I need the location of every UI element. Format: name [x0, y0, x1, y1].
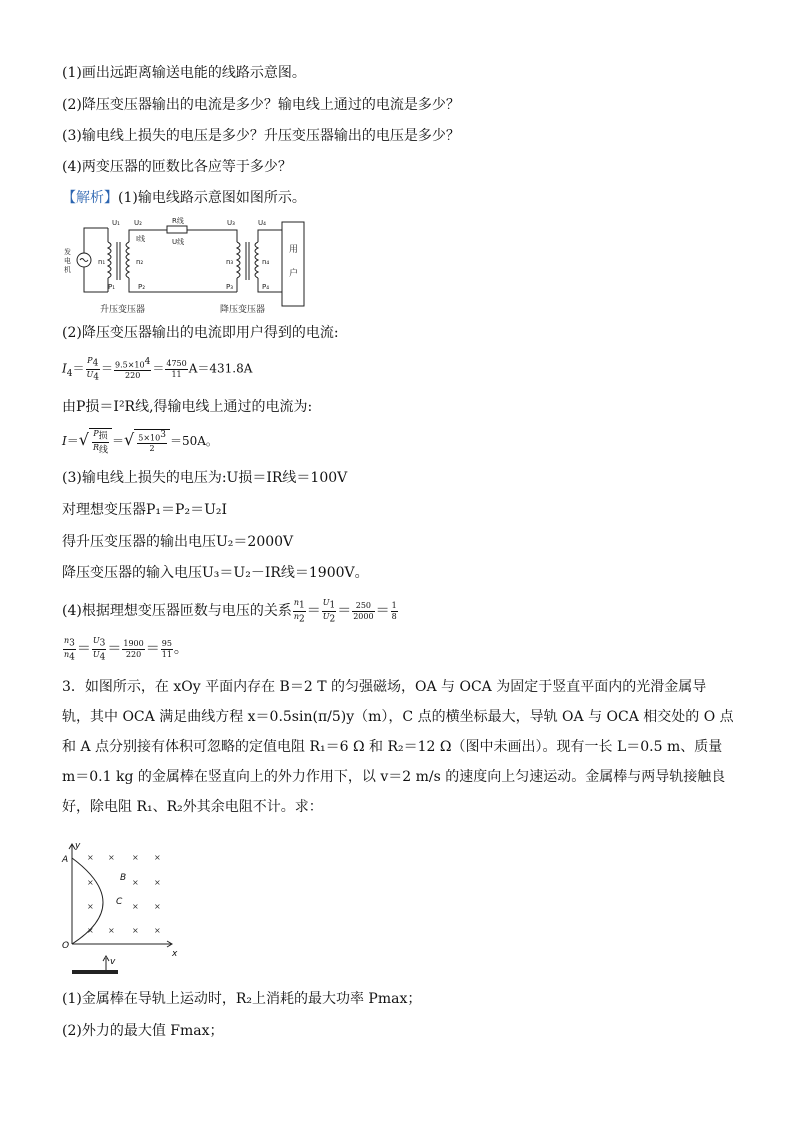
- field-mark-9: ×: [132, 902, 139, 911]
- solution-2-text: 由P损＝I²R线,得输电线上通过的电流为:: [62, 399, 313, 415]
- field-mark-10: ×: [154, 902, 161, 911]
- secondary-coil-2: [126, 242, 129, 278]
- solution-2-eq1: $I_4=$ $\frac{P_4}{U_4}$ ＝ $\frac{9.5\times 10^4}{220}$ ＝ $\frac{4750}{11}$ A＝431.8A: [62, 356, 253, 383]
- field-mark-7: ×: [154, 878, 161, 887]
- problem-3-number: 3．: [62, 679, 85, 695]
- label-p1: P₁: [108, 283, 116, 291]
- field-mark-8: ×: [87, 902, 94, 911]
- point-c-label: C: [116, 897, 123, 907]
- field-mark-4: ×: [154, 853, 161, 862]
- label-p4: P₄: [262, 283, 270, 291]
- line-resistor: [167, 226, 187, 233]
- solution-2-eq2-tail: ＝50A。: [169, 434, 218, 449]
- user-char-1: 用: [289, 245, 299, 255]
- rail-figure: [60, 840, 190, 980]
- gen-char-3: 机: [64, 266, 71, 274]
- secondary-coil-4: [255, 242, 258, 278]
- field-mark-6: ×: [132, 878, 139, 887]
- label-u4: U₄: [258, 219, 266, 227]
- problem-3-text: 如图所示，在 xOy 平面内存在 B＝2 T 的匀强磁场，OA 与 OCA 为固定于竖直平面内的光滑金属导轨，其中 OCA 满足曲线方程 x＝0.5sin(π/5)y（m），C 点的横坐标最大，导轨 OA 与 OCA 相交处的 O 点和 A 点分别接有体积可忽略的定值电阻 R₁＝6 Ω 和 R₂＝12 Ω（图中未画出）。现有一长 L＝0.5 m、质量 m＝0.1 kg 的金属棒在竖直向上的外力作用下，以 v＝2 m/s 的速度向上匀速运动。金属棒与两导轨接触良好，除电阻 R₁、R₂外其余电阻不计。求：: [62, 679, 734, 815]
- label-n4: n₄: [262, 258, 270, 266]
- solution-2-eq2: I＝√ $\frac{P_损}{R_线}$ ＝√ $\frac{5\times 10^3}{2}$ ＝50A。: [62, 429, 218, 456]
- field-mark-13: ×: [132, 926, 139, 935]
- solution-4-eq1: (4)根据理想变压器匝数与电压的关系 $\frac{n_1}{n_2}$ ＝ $\frac{U_1}{U_2}$ ＝ $\frac{250}{2000}$ ＝ $\frac{1}{8}$: [62, 598, 397, 625]
- point-a-label: A: [62, 855, 69, 865]
- solution-4-eq2-tail: 。: [173, 641, 188, 658]
- problem-3-sub1: (1)金属棒在导轨上运动时，R₂上消耗的最大功率 Pmax；: [62, 991, 422, 1007]
- solution-intro: (1)输电线路示意图如图所示。: [118, 190, 306, 206]
- question-4: (4)两变压器的匝数比各应等于多少？: [62, 159, 292, 175]
- solution-intro-line: [62, 189, 306, 207]
- label-p2: P₂: [138, 283, 146, 291]
- power-transmission-circuit: [62, 212, 312, 316]
- question-3: (3)输电线上损失的电压是多少？升压变压器输出的电压是多少？: [62, 128, 460, 144]
- label-u2: U₂: [134, 219, 142, 227]
- field-mark-2: ×: [108, 853, 115, 862]
- problem-3-statement: [62, 672, 734, 822]
- label-p3: P₃: [226, 283, 234, 291]
- user-box: [282, 222, 304, 306]
- solution-2-head: (2)降压变压器输出的电流即用户得到的电流:: [62, 325, 339, 341]
- solution-3-line2: 对理想变压器P₁＝P₂＝U₂I: [62, 502, 228, 518]
- gen-char-1: 发: [64, 248, 71, 256]
- question-1: (1)画出远距离输送电能的线路示意图。: [62, 65, 306, 81]
- solution-3-line4: 降压变压器的输入电压U₃＝U₂－IR线＝1900V。: [62, 565, 369, 581]
- user-char-2: 户: [289, 269, 299, 279]
- axis-x-label: x: [172, 949, 178, 959]
- point-b-label: B: [120, 873, 127, 883]
- field-mark-14: ×: [154, 926, 161, 935]
- field-mark-3: ×: [132, 853, 139, 862]
- velocity-label: v: [110, 957, 116, 967]
- label-u-line: U线: [172, 238, 185, 246]
- solution-tag: 【解析】: [62, 190, 118, 206]
- label-n1: n₁: [98, 258, 106, 266]
- solution-4-head: (4)根据理想变压器匝数与电压的关系: [62, 603, 292, 620]
- step-up-label: 升压变压器: [100, 305, 146, 315]
- label-u3: U₃: [227, 219, 235, 227]
- field-mark-12: ×: [108, 926, 115, 935]
- solution-3-line3: 得升压变压器的输出电压U₂＝2000V: [62, 534, 294, 550]
- solution-3-line1: (3)输电线上损失的电压为:U损＝IR线＝100V: [62, 470, 348, 486]
- solution-2-eq1-tail: A＝431.8A: [188, 361, 253, 376]
- label-n3: n₃: [226, 258, 234, 266]
- label-u1: U₁: [112, 219, 120, 227]
- field-mark-5: ×: [87, 878, 94, 887]
- primary-coil-3: [237, 242, 240, 278]
- origin-label: O: [62, 941, 70, 951]
- problem-3-sub2: (2)外力的最大值 Fmax；: [62, 1023, 224, 1039]
- label-i-line: I线: [136, 235, 146, 243]
- primary-coil-1: [108, 242, 111, 278]
- axis-y-label: y: [75, 841, 81, 851]
- question-2: (2)降压变压器输出的电流是多少？输电线上通过的电流是多少？: [62, 97, 460, 113]
- step-down-label: 降压变压器: [220, 305, 266, 315]
- field-mark-1: ×: [87, 853, 94, 862]
- label-n2: n₂: [136, 258, 144, 266]
- solution-4-eq2: $\frac{n_3}{n_4}$ ＝ $\frac{U_3}{U_4}$ ＝ $\frac{1900}{220}$ ＝ $\frac{95}{11}$ 。: [64, 636, 188, 663]
- field-marks: [87, 853, 161, 935]
- label-r-line: R线: [172, 217, 184, 225]
- field-mark-11: ×: [87, 926, 94, 935]
- gen-char-2: 电: [64, 257, 71, 265]
